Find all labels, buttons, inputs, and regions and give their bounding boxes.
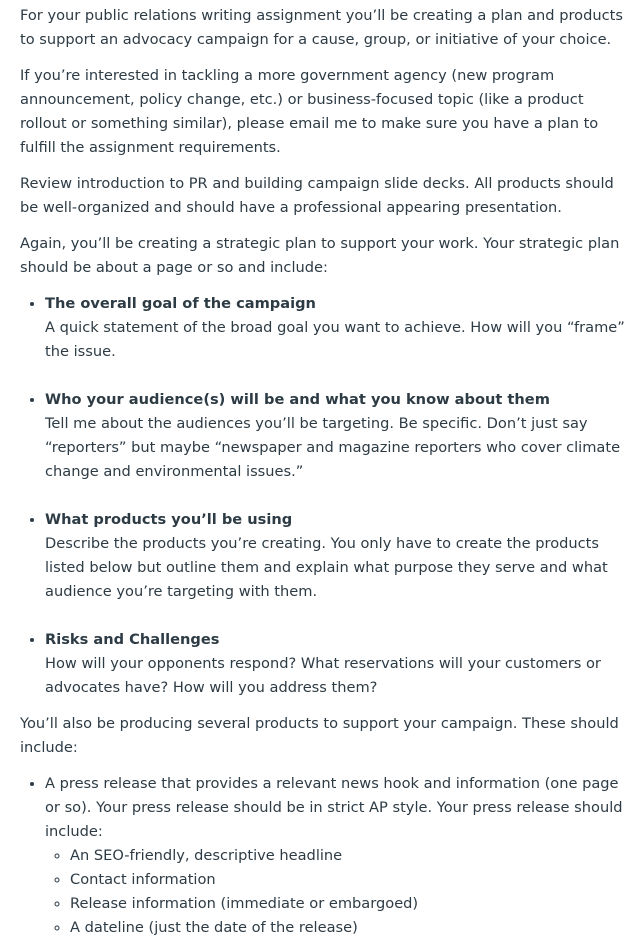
list-item (45, 628, 629, 700)
products-intro-paragraph: You’ll also be producing several products to support your campaign. These should include: (20, 715, 619, 756)
list-item (45, 388, 629, 484)
strategic-plan-paragraph: Again, you’ll be creating a strategic plan to support your work. Your strategic plan should be about a page or so and include: (20, 235, 620, 276)
strategic-plan-list (20, 292, 629, 700)
list-item (45, 772, 629, 940)
list-item: ◦ Contact information (70, 868, 629, 892)
plan-item-title: • Risks and Challenges (45, 631, 220, 648)
intro-paragraph: For your public relations writing assignment you’ll be creating a plan and products to support an advocacy campaign for a cause, group, or initiative of your choice. (20, 7, 623, 48)
list-item (45, 292, 629, 364)
press-release-item-text: A press release that provides a relevant news hook and information (one page or so). Your press release should be in strict AP style. Your press release should include: (45, 775, 623, 840)
review-paragraph: Review introduction to PR and building campaign slide decks. All products should be well-organized and should have a professional appearing presentation. (20, 175, 614, 216)
list-item: ◦ Release information (immediate or embargoed) (70, 892, 629, 916)
plan-item-description: How will your opponents respond? What reservations will your customers or advocates have? How will you address them? (45, 655, 601, 696)
plan-item-description: A quick statement of the broad goal you want to achieve. How will you “frame” the issue. (45, 319, 625, 360)
products-list (20, 772, 629, 940)
plan-item-description: Describe the products you’re creating. You only have to create the products listed below but outline them and explain what purpose they serve and what audience you’re targeting with them. (45, 535, 608, 600)
list-item (45, 508, 629, 604)
plan-item-description: Tell me about the audiences you’ll be targeting. Be specific. Don’t just say “reporters” but maybe “newspaper and magazine reporters who cover climate change and environmental issues.” (45, 415, 621, 480)
list-item: ◦ A dateline (just the date of the release) (70, 916, 629, 940)
list-item: ◦ An SEO-friendly, descriptive headline (70, 844, 629, 868)
plan-item-title: • What products you’ll be using (45, 511, 293, 528)
press-release-requirements-list (45, 844, 629, 940)
government-note-paragraph: If you’re interested in tackling a more government agency (new program announcement, policy change, etc.) or business-focused topic (like a product rollout or something similar), please email me to make sure you have a plan to fulfill the assignment requirements. (20, 67, 599, 156)
plan-item-title: • The overall goal of the campaign (45, 295, 316, 312)
plan-item-title: • Who your audience(s) will be and what you know about them (45, 391, 550, 408)
